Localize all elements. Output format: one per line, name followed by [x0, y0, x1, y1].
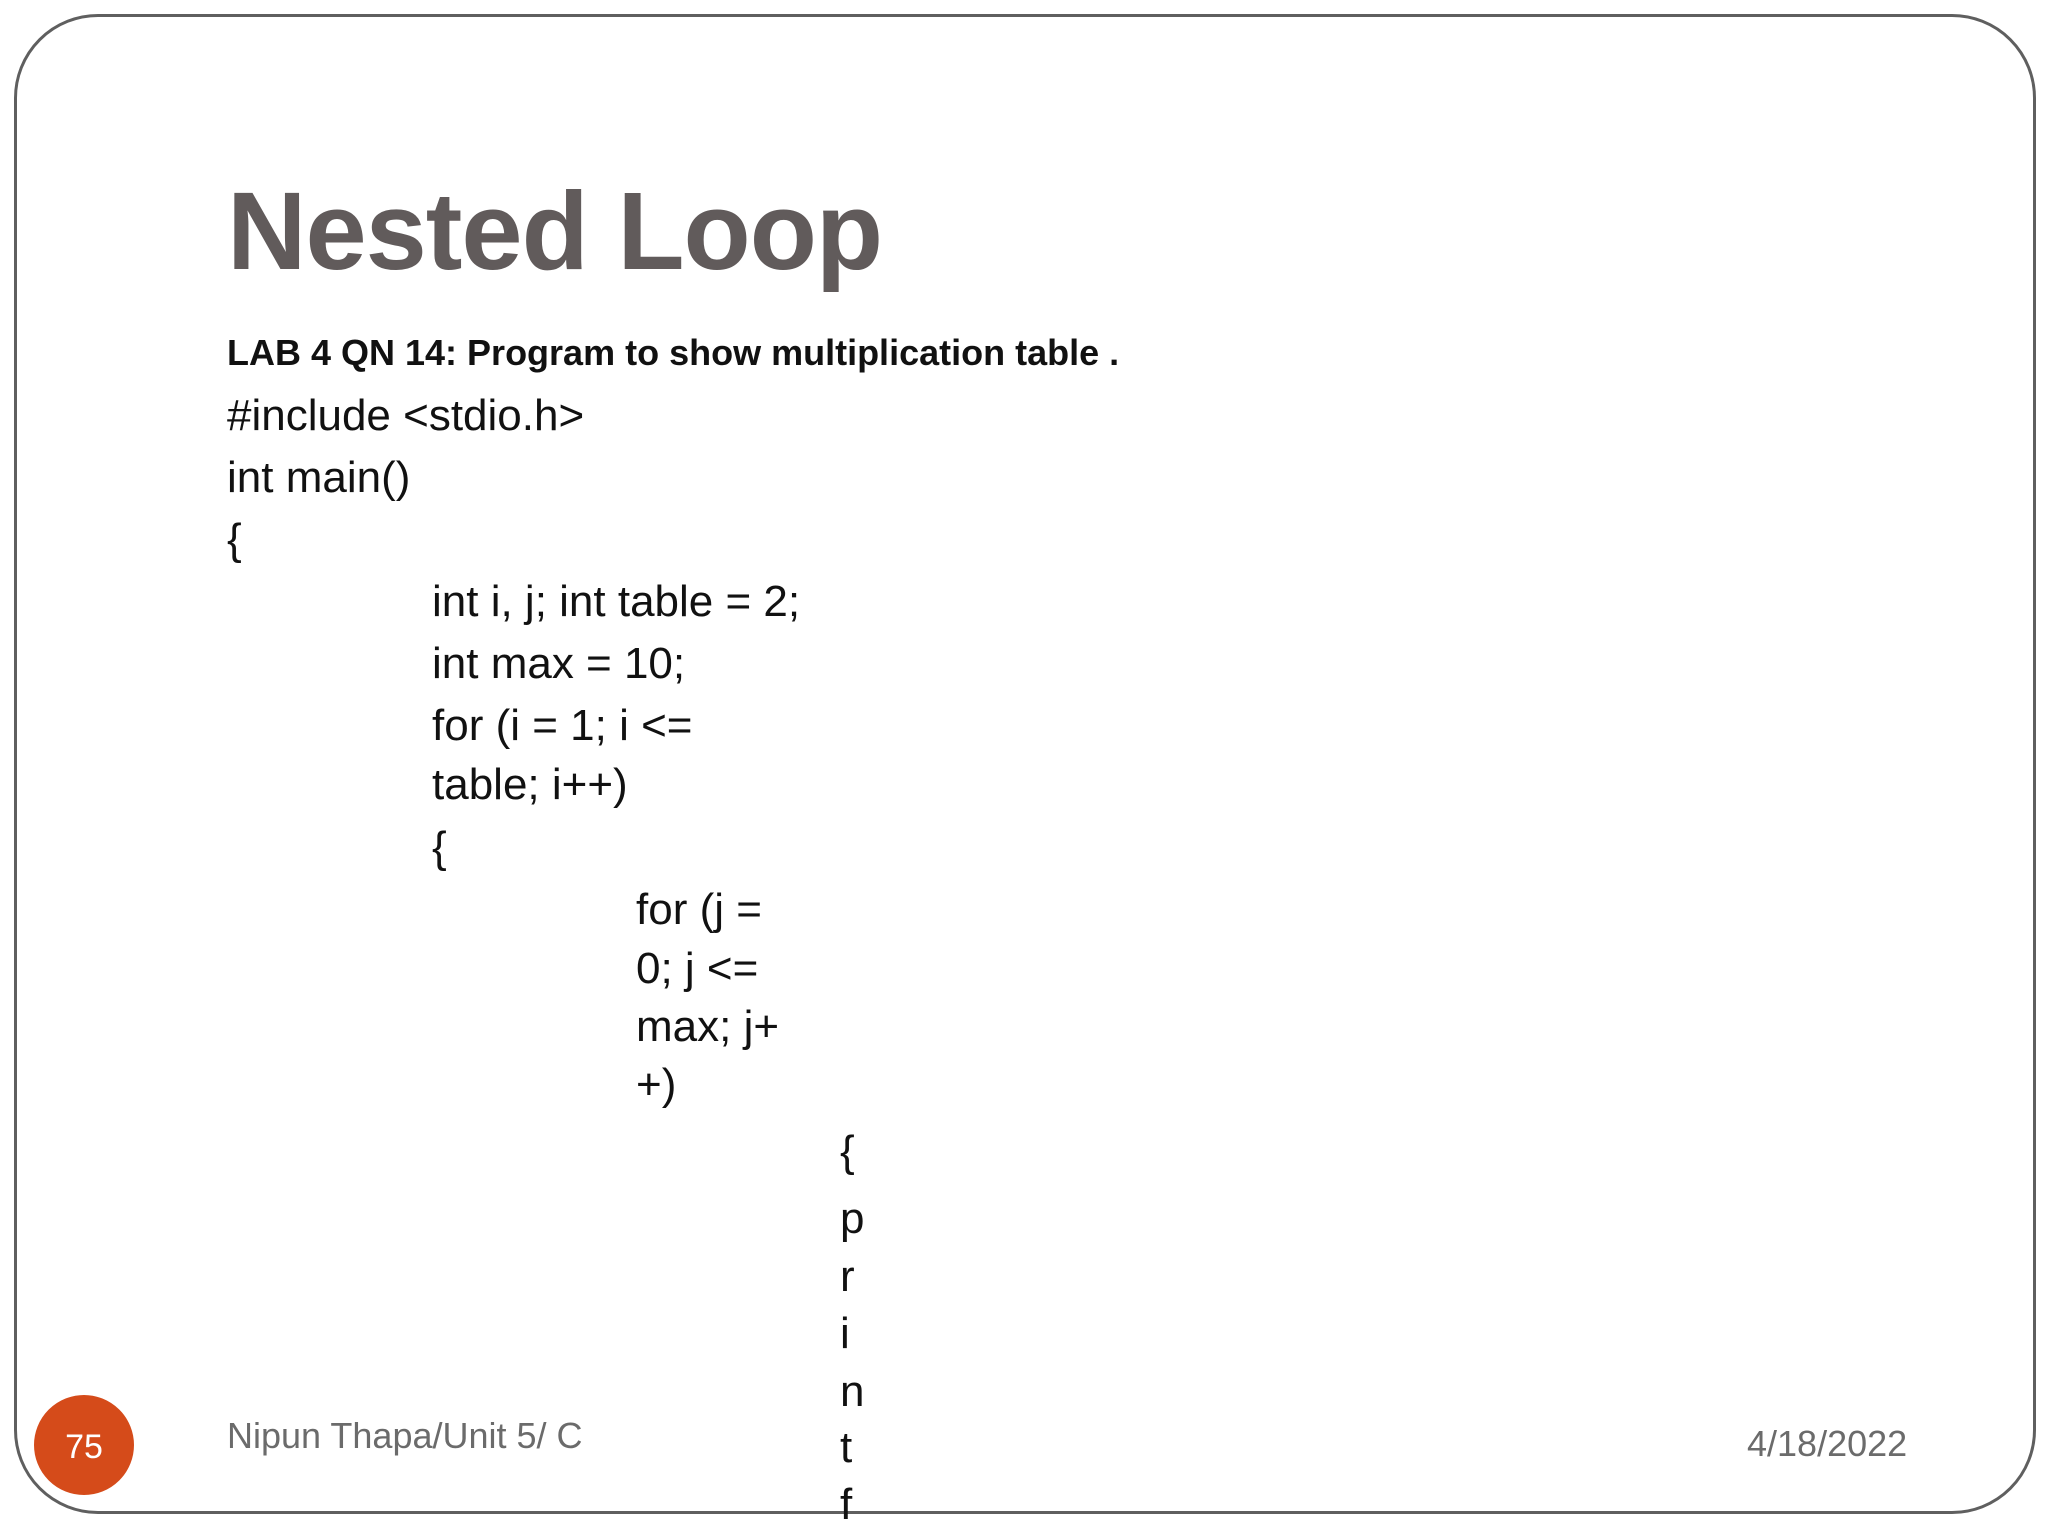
code-line-inner-for-3: max; j+ — [636, 1002, 780, 1051]
code-line-inner-for-1: for (j = — [636, 885, 762, 934]
footer-date: 4/18/2022 — [1747, 1423, 1908, 1464]
printf-letter: p — [840, 1194, 865, 1243]
code-line-open-main: { — [227, 515, 242, 564]
footer-author: Nipun Thapa/Unit 5/ C — [227, 1415, 583, 1456]
code-line-decl-vars: int i, j; int table = 2; — [432, 577, 801, 626]
code-line-outer-for-2: table; i++) — [432, 760, 628, 809]
code-line-inner-for-2: 0; j <= — [636, 944, 759, 993]
slide-subtitle: LAB 4 QN 14: Program to show multiplication table . — [227, 332, 1120, 373]
code-line-open-outer: { — [432, 823, 447, 872]
code-line-open-inner: { — [840, 1127, 855, 1176]
code-line-outer-for-1: for (i = 1; i <= — [432, 701, 693, 750]
printf-letter: r — [840, 1252, 855, 1301]
code-line-decl-max: int max = 10; — [432, 639, 686, 688]
code-line-include: #include <stdio.h> — [227, 391, 585, 440]
printf-letter: i — [840, 1309, 850, 1358]
printf-letter: f — [840, 1480, 853, 1529]
printf-letter: n — [840, 1367, 865, 1416]
page-number-badge: 75 — [32, 1393, 136, 1497]
code-line-inner-for-4: +) — [636, 1060, 677, 1109]
slide-title: Nested Loop — [227, 170, 883, 293]
code-line-main: int main() — [227, 453, 411, 502]
printf-letter: t — [840, 1423, 853, 1472]
